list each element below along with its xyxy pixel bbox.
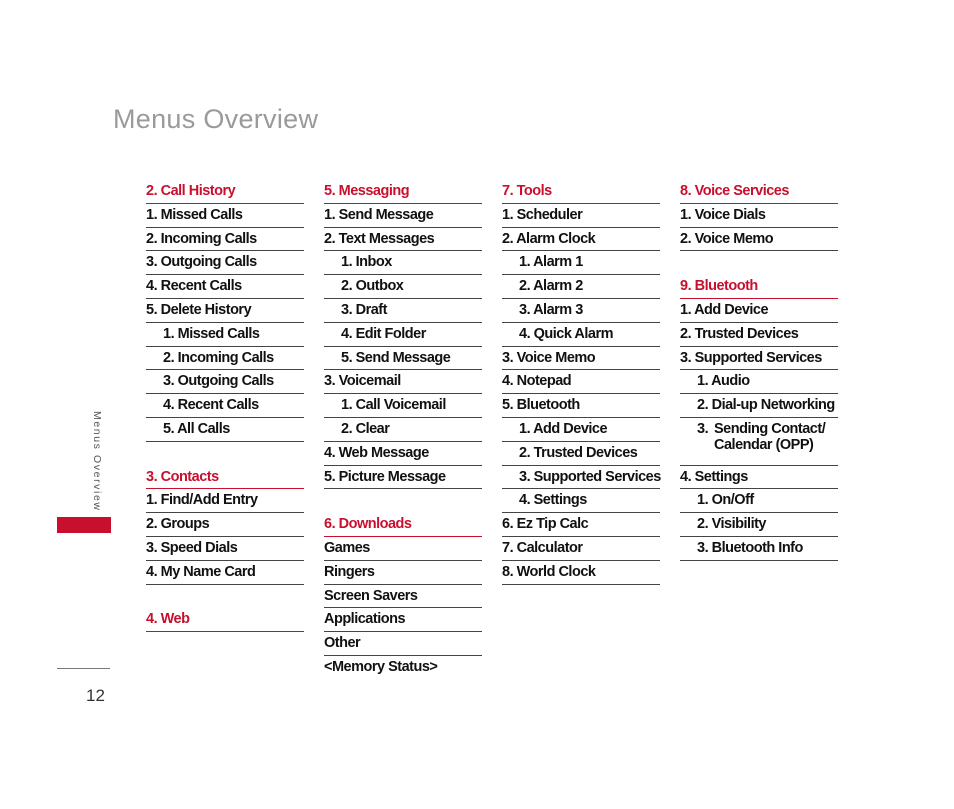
- menu-spacer: [324, 489, 482, 513]
- menu-spacer: [680, 251, 838, 275]
- menu-item: 6. Ez Tip Calc: [502, 513, 660, 537]
- side-section-label: Menus Overview: [91, 411, 103, 512]
- menu-section-header: 4. Web: [146, 608, 304, 632]
- menu-item: 1. Missed Calls: [146, 204, 304, 228]
- menu-spacer: [146, 585, 304, 609]
- menu-section-header: 3. Contacts: [146, 466, 304, 490]
- menu-section-header: 7. Tools: [502, 180, 660, 204]
- menu-subitem: 1. Missed Calls: [146, 323, 304, 347]
- menu-item: Games: [324, 537, 482, 561]
- menu-subitem: 4. Settings: [502, 489, 660, 513]
- menu-item: 2. Voice Memo: [680, 228, 838, 252]
- menu-item: 2. Text Messages: [324, 228, 482, 252]
- menu-subitem: 3. Draft: [324, 299, 482, 323]
- menu-subitem: 3. Bluetooth Info: [680, 537, 838, 561]
- menu-subitem-number: 3.: [697, 420, 709, 437]
- menu-subitem: 2. Dial-up Networking: [680, 394, 838, 418]
- menu-item: 1. Send Message: [324, 204, 482, 228]
- menu-section-header: 5. Messaging: [324, 180, 482, 204]
- menu-item: Ringers: [324, 561, 482, 585]
- menu-item: 7. Calculator: [502, 537, 660, 561]
- menu-subitem: 2. Incoming Calls: [146, 347, 304, 371]
- menu-subitem: 1. Call Voicemail: [324, 394, 482, 418]
- menu-section-header: 6. Downloads: [324, 513, 482, 537]
- menu-item: 2. Alarm Clock: [502, 228, 660, 252]
- menu-item: 4. Web Message: [324, 442, 482, 466]
- menu-column-4: [680, 180, 838, 561]
- menu-item: 4. Recent Calls: [146, 275, 304, 299]
- menu-subitem: 3. Outgoing Calls: [146, 370, 304, 394]
- menu-subitem: 4. Quick Alarm: [502, 323, 660, 347]
- menu-item: 3. Voicemail: [324, 370, 482, 394]
- menu-subitem: 2. Visibility: [680, 513, 838, 537]
- menu-item: 2. Groups: [146, 513, 304, 537]
- menu-column-1: [146, 180, 304, 632]
- menu-item: Other: [324, 632, 482, 656]
- menu-subitem: 2. Alarm 2: [502, 275, 660, 299]
- menu-subitem: 2. Outbox: [324, 275, 482, 299]
- menu-item: 3. Speed Dials: [146, 537, 304, 561]
- menu-subitem: 5. All Calls: [146, 418, 304, 442]
- menu-item: 1. Voice Dials: [680, 204, 838, 228]
- menu-subitem: 1. Add Device: [502, 418, 660, 442]
- menu-item: Applications: [324, 608, 482, 632]
- menu-subitem: 1. Alarm 1: [502, 251, 660, 275]
- menu-subitem: 2. Clear: [324, 418, 482, 442]
- menu-item: 2. Incoming Calls: [146, 228, 304, 252]
- menu-spacer: [146, 442, 304, 466]
- menu-item: 3. Supported Services: [680, 347, 838, 371]
- menu-item: 4. Notepad: [502, 370, 660, 394]
- menu-item: 2. Trusted Devices: [680, 323, 838, 347]
- menu-item: 5. Bluetooth: [502, 394, 660, 418]
- menu-subitem: 4. Edit Folder: [324, 323, 482, 347]
- menu-item: 5. Delete History: [146, 299, 304, 323]
- menu-item: Screen Savers: [324, 585, 482, 609]
- menu-spacer: <Memory Status>: [324, 658, 438, 675]
- menu-item: 3. Outgoing Calls: [146, 251, 304, 275]
- footer-rule: [57, 668, 110, 669]
- menu-subitem: 3. Supported Services: [502, 466, 660, 490]
- page-title: Menus Overview: [113, 104, 319, 134]
- menu-subitem: 1. Audio: [680, 370, 838, 394]
- menu-column-2: [324, 180, 482, 680]
- menu-item: 1. Scheduler: [502, 204, 660, 228]
- menu-subitem: 4. Recent Calls: [146, 394, 304, 418]
- page-number: 12: [86, 686, 105, 705]
- menu-item: 5. Picture Message: [324, 466, 482, 490]
- menu-subitem: 1. Inbox: [324, 251, 482, 275]
- menu-item: 3. Voice Memo: [502, 347, 660, 371]
- menu-item: 8. World Clock: [502, 561, 660, 585]
- menu-section-header: 8. Voice Services: [680, 180, 838, 204]
- section-tab-marker: [57, 517, 111, 533]
- menu-item: 4. Settings: [680, 466, 838, 490]
- menu-item: [680, 418, 838, 466]
- menu-column-3: [502, 180, 660, 585]
- menu-subitem: 2. Trusted Devices: [502, 442, 660, 466]
- menu-item: 1. Add Device: [680, 299, 838, 323]
- menu-subitem-label: Sending Contact/ Calendar (OPP): [714, 420, 826, 453]
- menu-subitem: 3. Alarm 3: [502, 299, 660, 323]
- menu-item: 4. My Name Card: [146, 561, 304, 585]
- menu-subitem: 1. On/Off: [680, 489, 838, 513]
- menu-section-header: 2. Call History: [146, 180, 304, 204]
- menu-subitem: 5. Send Message: [324, 347, 482, 371]
- menu-section-header: 9. Bluetooth: [680, 275, 838, 299]
- menu-item: 1. Find/Add Entry: [146, 489, 304, 513]
